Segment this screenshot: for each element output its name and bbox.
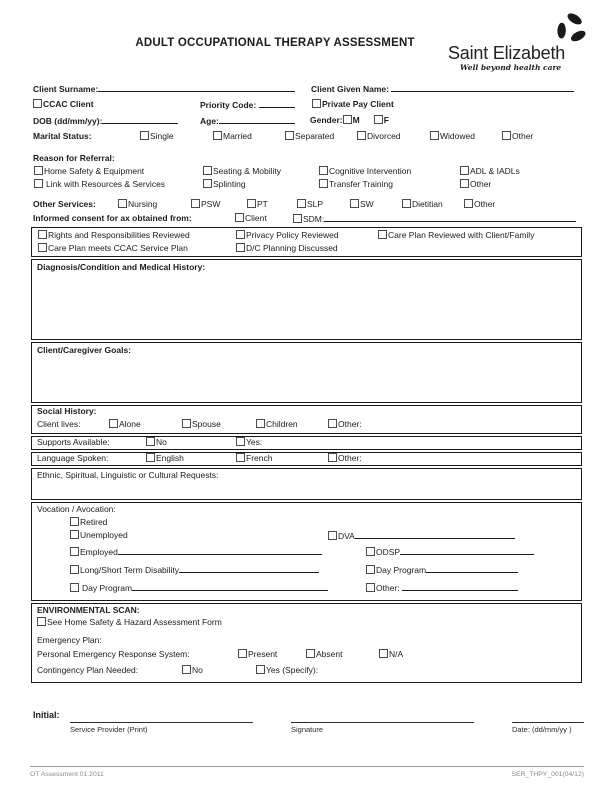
lives-spouse-checkbox[interactable] — [182, 419, 191, 428]
marital-separated-checkbox[interactable] — [285, 131, 294, 140]
service-nursing-option[interactable]: Nursing — [118, 199, 157, 209]
contingency-no-checkbox[interactable] — [182, 665, 191, 674]
care-plan-ccac-option[interactable]: Care Plan meets CCAC Service Plan — [38, 243, 188, 253]
supports-no-option[interactable]: No — [146, 437, 167, 447]
care-plan-ccac-checkbox[interactable] — [38, 243, 47, 252]
vocation-retired-checkbox[interactable] — [70, 517, 79, 526]
pers-na-option[interactable]: N/A — [379, 649, 403, 659]
supports-yes-option[interactable]: Yes: — [236, 437, 262, 447]
priority-code-field: Priority Code: — [200, 99, 295, 110]
provider-print-label: Service Provider (Print) — [70, 725, 148, 734]
pers-present-option[interactable]: Present — [238, 649, 277, 659]
marital-single-checkbox[interactable] — [140, 131, 149, 140]
vocation-retired-option[interactable]: Retired — [70, 517, 107, 527]
language-label: Language Spoken: — [37, 453, 109, 463]
marital-married-checkbox[interactable] — [213, 131, 222, 140]
marital-status-row — [31, 130, 582, 146]
referral-row-1 — [31, 165, 582, 178]
contingency-no-option[interactable]: No — [182, 665, 203, 675]
logo-swirl-icon — [555, 12, 588, 45]
dob-field: DOB (dd/mm/yy): — [33, 115, 178, 126]
language-other-option[interactable]: Other: — [328, 453, 362, 463]
consent-sdm-input-line[interactable] — [324, 213, 576, 222]
referral-splinting-checkbox[interactable] — [203, 179, 212, 188]
marital-widowed-option[interactable]: Widowed — [430, 131, 475, 141]
goals-box[interactable] — [31, 342, 582, 403]
marital-divorced-checkbox[interactable] — [357, 131, 366, 140]
logo-wordmark: Saint Elizabeth — [448, 43, 566, 63]
service-nursing-checkbox[interactable] — [118, 199, 127, 208]
signature-line[interactable] — [291, 722, 474, 723]
social-history-label: Social History: — [37, 406, 97, 416]
supports-label: Supports Available: — [37, 437, 110, 447]
initial-labels-row — [31, 725, 582, 737]
contingency-yes-option[interactable]: Yes (Specify): — [256, 665, 318, 675]
gender-field: Gender: M F — [310, 115, 389, 125]
referral-cognitive-option[interactable]: Cognitive Intervention — [319, 166, 411, 176]
referral-link-resources-checkbox[interactable] — [34, 179, 43, 188]
home-safety-form-option[interactable]: See Home Safety & Hazard Assessment Form — [37, 617, 222, 627]
pers-na-checkbox[interactable] — [379, 649, 388, 658]
vocation-unemployed-checkbox[interactable] — [70, 530, 79, 539]
referral-other-option[interactable]: Other — [460, 179, 491, 189]
rights-reviewed-checkbox[interactable] — [38, 230, 47, 239]
initial-label: Initial: — [33, 710, 60, 720]
environmental-scan-box — [31, 603, 582, 683]
marital-status-label: Marital Status: — [33, 131, 92, 141]
lives-children-option[interactable]: Children — [256, 419, 298, 429]
vocation-other-input-line[interactable] — [402, 582, 518, 591]
service-slp-checkbox[interactable] — [297, 199, 306, 208]
page-footer — [30, 766, 584, 778]
service-pt-option[interactable]: PT — [247, 199, 268, 209]
referral-heading: Reason for Referral: — [33, 153, 115, 163]
vocation-label: Vocation / Avocation: — [37, 504, 116, 514]
vocation-disability-checkbox[interactable] — [70, 565, 79, 574]
referral-link-resources-option[interactable]: Link with Resources & Services — [34, 179, 165, 189]
client-type-row — [31, 98, 582, 114]
language-other-checkbox[interactable] — [328, 453, 337, 462]
referral-cognitive-checkbox[interactable] — [319, 166, 328, 175]
supports-yes-checkbox[interactable] — [236, 437, 245, 446]
marital-divorced-option[interactable]: Divorced — [357, 131, 401, 141]
client-given-name-input-line[interactable] — [391, 83, 574, 92]
vocation-employed-input-line[interactable] — [118, 546, 322, 555]
diagnosis-label: Diagnosis/Condition and Medical History: — [37, 262, 206, 272]
referral-home-safety-option[interactable]: Home Safety & Equipment — [34, 166, 144, 176]
pers-present-checkbox[interactable] — [238, 649, 247, 658]
footer-doc-version: OT Assessment 01.2011 — [30, 771, 104, 778]
supports-box — [31, 436, 582, 450]
vocation-other-option[interactable]: Other: — [366, 582, 518, 593]
language-english-checkbox[interactable] — [146, 453, 155, 462]
privacy-reviewed-option[interactable]: Privacy Policy Reviewed — [236, 230, 339, 240]
pers-absent-option[interactable]: Absent — [306, 649, 342, 659]
client-surname-field: Client Surname: — [33, 83, 295, 94]
vocation-odsp-input-line[interactable] — [400, 546, 534, 555]
consent-sdm-checkbox[interactable] — [293, 214, 302, 223]
client-given-name-field: Client Given Name: — [311, 83, 574, 94]
consent-client-checkbox[interactable] — [235, 213, 244, 222]
lives-other-option[interactable]: Other: — [328, 419, 362, 429]
emergency-plan-label: Emergency Plan: — [37, 635, 102, 645]
lives-spouse-option[interactable]: Spouse — [182, 419, 221, 429]
vocation-other-checkbox[interactable] — [366, 583, 375, 592]
language-french-option[interactable]: French — [236, 453, 272, 463]
vocation-employed-checkbox[interactable] — [70, 547, 79, 556]
vocation-day-program-right-checkbox[interactable] — [366, 565, 375, 574]
environmental-scan-label: ENVIRONMENTAL SCAN: — [37, 605, 140, 615]
care-plan-reviewed-checkbox[interactable] — [378, 230, 387, 239]
review-box — [31, 227, 582, 257]
vocation-box — [31, 502, 582, 601]
client-name-row — [31, 82, 582, 98]
vocation-disability-input-line[interactable] — [179, 564, 319, 573]
referral-seating-checkbox[interactable] — [203, 166, 212, 175]
vocation-unemployed-option[interactable]: Unemployed — [70, 530, 128, 540]
referral-transfer-checkbox[interactable] — [319, 179, 328, 188]
supports-no-checkbox[interactable] — [146, 437, 155, 446]
referral-adl-checkbox[interactable] — [460, 166, 469, 175]
rights-reviewed-option[interactable]: Rights and Responsibilities Reviewed — [38, 230, 190, 240]
vocation-day-program-right-option[interactable]: Day Program — [366, 564, 518, 575]
language-box — [31, 452, 582, 466]
vocation-dva-option[interactable]: DVA — [328, 530, 515, 541]
pers-absent-checkbox[interactable] — [306, 649, 315, 658]
vocation-odsp-option[interactable]: ODSP — [366, 546, 534, 557]
service-slp-option[interactable]: SLP — [297, 199, 323, 209]
dc-planning-option[interactable]: D/C Planning Discussed — [236, 243, 338, 253]
dc-planning-checkbox[interactable] — [236, 243, 245, 252]
language-french-checkbox[interactable] — [236, 453, 245, 462]
marital-widowed-checkbox[interactable] — [430, 131, 439, 140]
marital-other-checkbox[interactable] — [502, 131, 511, 140]
referral-row-2 — [31, 178, 582, 191]
vocation-odsp-checkbox[interactable] — [366, 547, 375, 556]
language-english-option[interactable]: English — [146, 453, 184, 463]
page-title: ADULT OCCUPATIONAL THERAPY ASSESSMENT — [135, 37, 415, 49]
marital-married-option[interactable]: Married — [213, 131, 252, 141]
other-services-label: Other Services: — [33, 199, 96, 209]
contingency-label: Contingency Plan Needed: — [37, 665, 139, 675]
service-dietitian-checkbox[interactable] — [402, 199, 411, 208]
private-pay-checkbox[interactable] — [312, 99, 321, 108]
goals-label: Client/Caregiver Goals: — [37, 345, 132, 355]
care-plan-reviewed-option[interactable]: Care Plan Reviewed with Client/Family — [378, 230, 534, 240]
referral-seating-option[interactable]: Seating & Mobility — [203, 166, 281, 176]
consent-client-option[interactable]: Client — [235, 213, 267, 223]
service-other-option[interactable]: Other — [464, 199, 495, 209]
social-history-box — [31, 405, 582, 434]
referral-heading-row — [31, 152, 582, 165]
diagnosis-box[interactable] — [31, 259, 582, 340]
vocation-employed-option[interactable]: Employed — [70, 546, 322, 557]
footer-doc-code: SER_THPY_001(04/12) — [511, 771, 584, 778]
ethnic-requests-label: Ethnic, Spiritual, Linguistic or Cultural Requests: — [37, 470, 219, 480]
private-pay-option[interactable]: Private Pay Client — [312, 99, 394, 109]
age-input-line[interactable] — [219, 115, 295, 124]
ccac-client-option[interactable]: CCAC Client — [33, 99, 94, 109]
client-lives-label: Client lives: — [37, 419, 81, 429]
referral-other-checkbox[interactable] — [460, 179, 469, 188]
lives-children-checkbox[interactable] — [256, 419, 265, 428]
vocation-day-program-input-line[interactable] — [132, 582, 328, 591]
service-sw-option[interactable]: SW — [350, 199, 374, 209]
home-safety-form-checkbox[interactable] — [37, 617, 46, 626]
lives-alone-option[interactable]: Alone — [109, 419, 141, 429]
consent-row — [31, 212, 582, 225]
service-psw-option[interactable]: PSW — [191, 199, 220, 209]
lives-other-checkbox[interactable] — [328, 419, 337, 428]
priority-code-input-line[interactable] — [259, 99, 295, 108]
age-field: Age: — [200, 115, 295, 126]
service-pt-checkbox[interactable] — [247, 199, 256, 208]
vocation-dva-checkbox[interactable] — [328, 531, 337, 540]
referral-adl-option[interactable]: ADL & IADLs — [460, 166, 520, 176]
initial-row — [31, 709, 582, 725]
gender-f-checkbox[interactable] — [374, 115, 383, 124]
pers-label: Personal Emergency Response System: — [37, 649, 190, 659]
vocation-dva-input-line[interactable] — [355, 530, 515, 539]
contingency-yes-checkbox[interactable] — [256, 665, 265, 674]
referral-transfer-option[interactable]: Transfer Training — [319, 179, 393, 189]
vocation-disability-option[interactable]: Long/Short Term Disability — [70, 564, 319, 575]
logo-tagline: Well beyond health care — [460, 63, 562, 72]
referral-splinting-option[interactable]: Splinting — [203, 179, 246, 189]
dob-age-gender-row — [31, 114, 582, 130]
provider-signature-line[interactable] — [70, 722, 253, 723]
referral-home-safety-checkbox[interactable] — [34, 166, 43, 175]
vocation-day-program-checkbox[interactable] — [70, 583, 79, 592]
other-services-row — [31, 198, 582, 212]
marital-single-option[interactable]: Single — [140, 131, 174, 141]
form-body — [31, 82, 582, 737]
client-surname-input-line[interactable] — [98, 83, 295, 92]
signature-label: Signature — [291, 725, 324, 734]
consent-label: Informed consent for ax obtained from: — [33, 213, 192, 223]
vocation-day-program-right-input-line[interactable] — [426, 564, 518, 573]
lives-alone-checkbox[interactable] — [109, 419, 118, 428]
service-psw-checkbox[interactable] — [191, 199, 200, 208]
privacy-reviewed-checkbox[interactable] — [236, 230, 245, 239]
consent-sdm-option[interactable]: SDM: — [293, 213, 576, 224]
service-other-checkbox[interactable] — [464, 199, 473, 208]
marital-other-option[interactable]: Other — [502, 131, 533, 141]
dob-input-line[interactable] — [102, 115, 178, 124]
marital-separated-option[interactable]: Separated — [285, 131, 334, 141]
vocation-day-program-option[interactable]: Day Program — [70, 582, 328, 593]
service-sw-checkbox[interactable] — [350, 199, 359, 208]
service-dietitian-option[interactable]: Dietitian — [402, 199, 443, 209]
gender-m-checkbox[interactable] — [343, 115, 352, 124]
date-label: Date: (dd/mm/yy ) — [512, 725, 572, 734]
ccac-client-checkbox[interactable] — [33, 99, 42, 108]
ethnic-requests-box[interactable] — [31, 468, 582, 500]
date-line[interactable] — [512, 722, 584, 723]
